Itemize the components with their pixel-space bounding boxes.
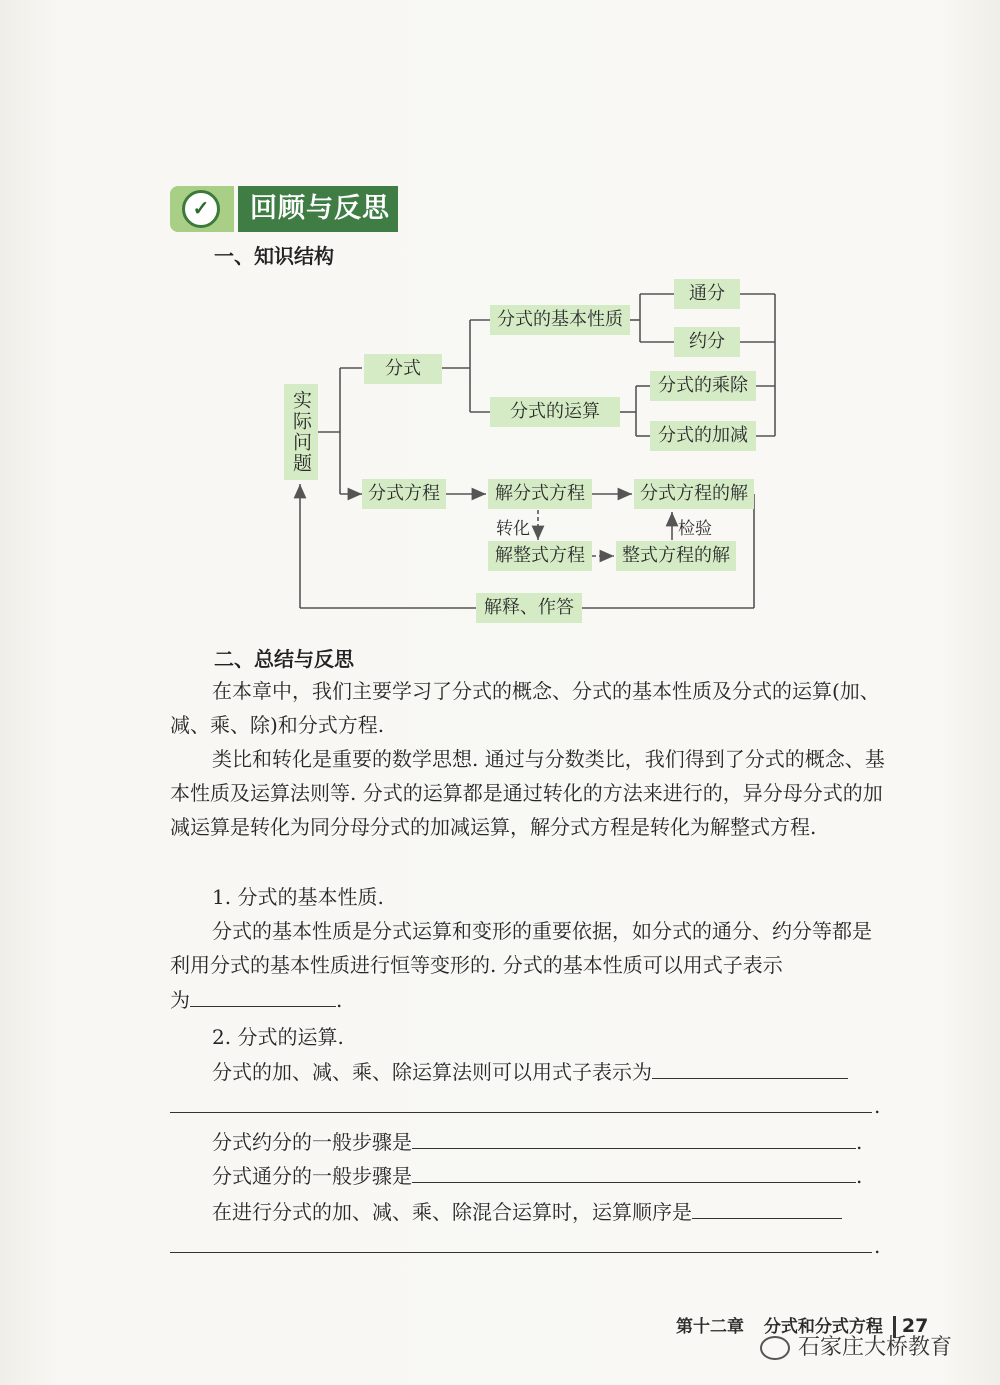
summary-paragraph-2 <box>170 742 890 844</box>
label-transform: 转化 <box>496 519 530 539</box>
item-1-paragraph <box>170 914 890 982</box>
summary-paragraph-1 <box>170 674 890 742</box>
answer-blank-3[interactable] <box>412 1124 856 1149</box>
answer-blank-4[interactable] <box>412 1158 856 1183</box>
chapter-title: 分式和分式方程 <box>763 1317 883 1337</box>
answer-blank-2b[interactable] <box>170 1112 872 1113</box>
heading-knowledge-structure: 一、知识结构 <box>214 244 334 268</box>
question-text: 分式通分的一般步骤是 <box>212 1164 412 1188</box>
node-solve-fraction-equation: 解分式方程 <box>488 479 592 509</box>
item-text: 2. 分式的运算. <box>212 1025 344 1049</box>
node-solve-integral-equation: 解整式方程 <box>488 541 592 571</box>
node-practical-problem: 实际问题 <box>284 384 318 480</box>
node-fraction-equation: 分式方程 <box>362 479 446 509</box>
period: . <box>856 1130 863 1154</box>
item-2-heading <box>170 1020 890 1054</box>
question-1 <box>170 1054 890 1089</box>
item-1-fill-line <box>170 982 890 1017</box>
heading-summary: 二、总结与反思 <box>214 647 354 671</box>
node-add-subtract: 分式的加减 <box>650 421 756 451</box>
node-explain-answer: 解释、作答 <box>476 593 582 623</box>
node-basic-property: 分式的基本性质 <box>490 305 630 335</box>
paragraph-text: 为 <box>170 988 190 1012</box>
section-badge <box>170 186 398 232</box>
chat-bubble-icon <box>760 1336 790 1360</box>
paragraph-text: 分式的基本性质是分式运算和变形的重要依据，如分式的通分、约分等都是利用分式的基本性质进行恒等变形的. 分式的基本性质可以用式子表示 <box>170 919 872 977</box>
paragraph-text: 类比和转化是重要的数学思想. 通过与分数类比，我们得到了分式的概念、基本性质及运算法则等. 分式的运算都是通过转化的方法来进行的，异分母分式的加减运算是转化为同分母分式的加减运算，解分式方程是转化为解整式方程. <box>170 747 885 839</box>
period: . <box>874 1234 881 1258</box>
watermark <box>760 1330 952 1361</box>
question-text: 在进行分式的加、减、乘、除混合运算时，运算顺序是 <box>212 1200 692 1224</box>
question-2 <box>170 1124 890 1159</box>
period: . <box>856 1164 863 1188</box>
watermark-text: 石家庄大桥教育 <box>798 1335 953 1360</box>
page-number: 27 <box>901 1315 929 1337</box>
node-multiply-divide: 分式的乘除 <box>650 371 756 401</box>
node-reduction: 约分 <box>674 327 740 357</box>
knowledge-diagram <box>270 270 790 630</box>
answer-blank-1[interactable] <box>190 982 336 1007</box>
question-text: 分式约分的一般步骤是 <box>212 1130 412 1154</box>
label-verify: 检验 <box>678 519 712 539</box>
chapter-label: 第十二章 <box>676 1317 744 1337</box>
node-integral-equation-solution: 整式方程的解 <box>616 541 736 571</box>
section-title: 回顾与反思 <box>238 186 398 232</box>
answer-blank-2a[interactable] <box>652 1054 848 1079</box>
question-text: 分式的加、减、乘、除运算法则可以用式子表示为 <box>212 1060 652 1084</box>
check-notebook-icon: ✓ <box>170 186 234 232</box>
node-common-denominator: 通分 <box>674 279 740 309</box>
answer-blank-5b[interactable] <box>170 1252 872 1253</box>
item-1-heading <box>170 880 890 914</box>
question-4 <box>170 1194 890 1229</box>
node-operations: 分式的运算 <box>490 397 620 427</box>
node-fraction: 分式 <box>364 354 442 384</box>
item-text: 1. 分式的基本性质. <box>212 885 384 909</box>
question-3 <box>170 1158 890 1193</box>
answer-blank-5a[interactable] <box>692 1194 842 1219</box>
node-fraction-equation-solution: 分式方程的解 <box>634 479 754 509</box>
period: . <box>336 988 343 1012</box>
paragraph-text: 在本章中，我们主要学习了分式的概念、分式的基本性质及分式的运算(加、减、乘、除)和分式方程. <box>170 679 880 737</box>
period: . <box>874 1094 881 1118</box>
